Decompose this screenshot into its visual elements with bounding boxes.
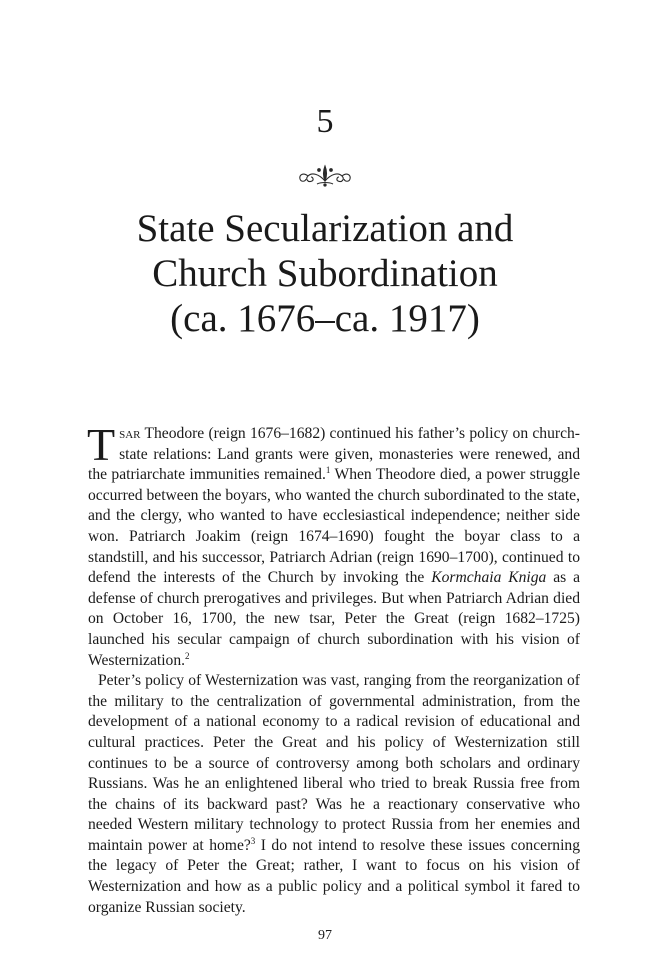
paragraph-1-text-2: When Theodore died, a power struggle occurred between the boyars, who wanted the church subordinated to the state, and the clergy, who wanted to have ecclesiastical independence; neither side won. Patriarch Joakim (reign 1674–1690) fought the boyar class to a standstill, and his successor, Patriarch Adrian (reign 1690–1700), continued to defend the interests of the Church by invoking the bbox=[88, 466, 580, 587]
drop-cap: T bbox=[87, 419, 116, 470]
footnote-ref-2: 2 bbox=[185, 650, 190, 661]
book-title-italic: Kormchaia Kniga bbox=[431, 569, 547, 587]
footnote-ref-1: 1 bbox=[325, 465, 331, 475]
body-text bbox=[87, 419, 580, 918]
paragraph-2-text-2: I do not intend to resolve these issues concerning the legacy of Peter the Great; rather, I want to focus on his vision of Westernization and how as a public policy and a political symbol it fared to organize Russian society. bbox=[88, 836, 580, 916]
chapter-title-line-1: State Secularization and bbox=[136, 207, 514, 250]
fleuron-ornament-icon bbox=[295, 162, 355, 188]
paragraph-1-text-3: as a defense of church prerogatives and privileges. But when Patriarch Adrian died on October 16, 1700, the new tsar, Peter the Great (reign 1682–1725) launched his secular campaign of church subordination with his vision of Westernization. bbox=[88, 569, 580, 669]
chapter-number: 5 bbox=[316, 103, 334, 140]
page-number: 97 bbox=[318, 928, 332, 943]
footnote-ref-3: 3 bbox=[250, 835, 256, 846]
chapter-title bbox=[0, 206, 650, 341]
paragraph-1 bbox=[87, 419, 580, 671]
paragraph-2 bbox=[88, 671, 580, 918]
paragraph-1-text-1: Theodore (reign 1676–1682) continued his father’s policy on church-state relations: Land grants were given, monasteries were renewed, and the patriarchate immunities remained. bbox=[88, 425, 580, 484]
chapter-title-line-3: (ca. 1676–ca. 1917) bbox=[170, 297, 480, 340]
chapter-title-line-2: Church Subordination bbox=[152, 252, 498, 295]
paragraph-2-text-1: Peter’s policy of Westernization was vast, ranging from the reorganization of the military to the centralization of governmental administration, from the development of a national economy to a radical revision of educational and cultural practices. Peter the Great and his policy of Westernization still continues to be a source of controversy among both scholars and ordinary Russians. Was he an enlightened liberal who tried to break Russia free from the chains of its backward past? Was he a reactionary conservative who needed Western military technology to protect Russia from her enemies and maintain power at home? bbox=[88, 672, 580, 854]
first-word-rest: sar bbox=[119, 425, 141, 442]
